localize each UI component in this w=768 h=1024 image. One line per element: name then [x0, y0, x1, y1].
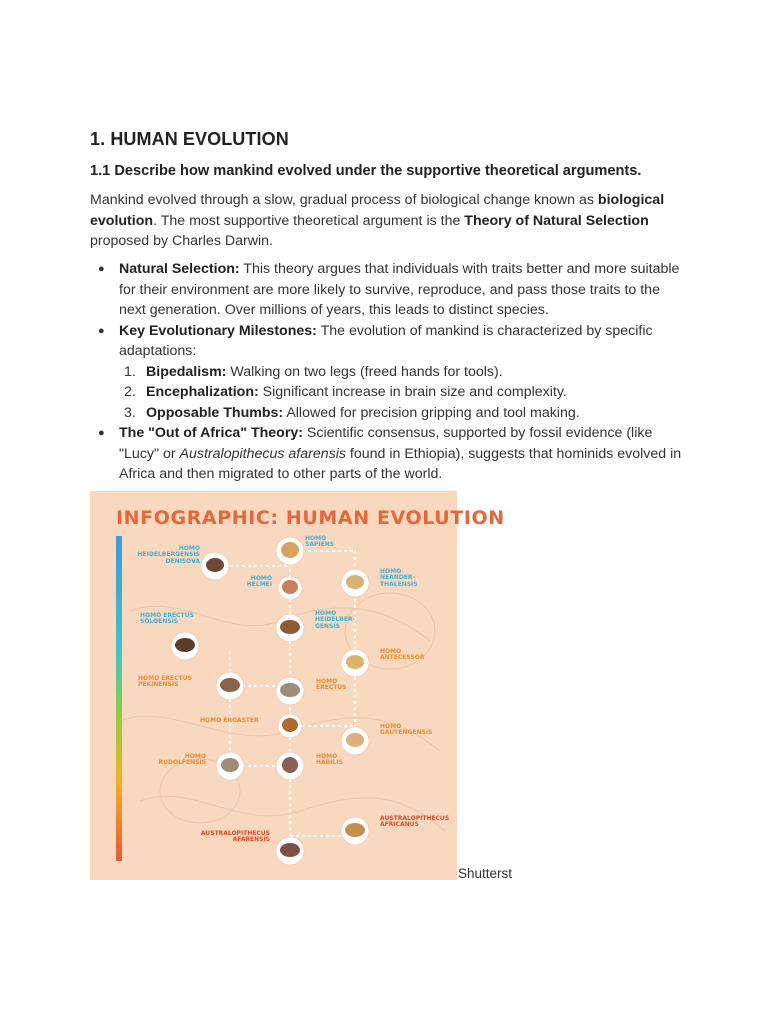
label-erectus-soloensis: HOMO ERECTUS SOLOENSIS [140, 612, 194, 626]
milestone-text: Walking on two legs (freed hands for tools). [226, 363, 503, 380]
milestone-label: Encephalization: [146, 384, 259, 400]
section-heading: 1. HUMAN EVOLUTION [90, 129, 289, 149]
bullet-natural-selection [90, 259, 690, 321]
bullet-italic: Australopithecus afarensis [179, 445, 346, 462]
bullet-text: Scientific consensus, supported by fossil evidence (like "Lucy" or [119, 425, 653, 462]
bullet-dot: ● [98, 263, 105, 275]
bullet-list [90, 259, 690, 485]
bullet-dot: ● [98, 427, 105, 439]
intro-paragraph [90, 190, 690, 252]
label-erectus: HOMO ERECTUS [316, 678, 347, 692]
label-heidelbergensis-denisova: HOMO HEIDELBERGENSIS DENISOVA [137, 545, 200, 565]
milestone-text: Allowed for precision gripping and tool making. [283, 404, 580, 421]
intro-text-1: Mankind evolved through a slow, gradual process of biological change known as [90, 192, 598, 208]
milestone-item [119, 403, 690, 424]
intro-bold-2: Theory of Natural Selection [464, 212, 649, 229]
label-habilis: HOMO HABILIS [316, 753, 343, 767]
bullet-text: The evolution of mankind is characterized by specific adaptations: [119, 322, 653, 359]
bullet-text: This theory argues that individuals with traits better and more suitable for their environment are more likely to survive, reproduce, and pass those traits to the next generation. Over millions of years, this leads to distinct species. [119, 261, 680, 318]
list-number: 3. [124, 404, 136, 421]
label-heidelbergensis: HOMO HEIDELBER- GENSIS [315, 610, 356, 630]
timeline-bar [116, 536, 122, 861]
milestone-label: Bipedalism: [146, 363, 227, 380]
label-gautengensis: HOMO GAUTENGENSIS [380, 723, 433, 737]
image-credit: Shutterst [458, 866, 513, 881]
label-afarensis: AUSTRALOPITHECUS AFARENSIS [200, 830, 270, 844]
label-africanus: AUSTRALOPITHECUS AFRICANUS [380, 815, 450, 829]
milestone-list [119, 362, 690, 424]
milestone-text: Significant increase in brain size and complexity. [258, 384, 567, 400]
bullet-dot: ● [98, 324, 105, 337]
intro-bold-1: biological evolution [90, 192, 665, 229]
bullet-milestones [90, 321, 690, 424]
bullet-out-of-africa [90, 423, 690, 485]
label-rudolfensis: HOMO RUDOLFENSIS [158, 753, 206, 767]
bullet-label: Natural Selection: [119, 261, 240, 277]
list-number: 2. [124, 384, 136, 400]
label-ergaster: HOMO ERGASTER [200, 717, 259, 724]
label-antecessor: HOMO ANTECESSOR [380, 648, 425, 662]
milestone-item [119, 362, 690, 383]
label-helmei: HOMO HELMEI [246, 575, 272, 589]
intro-text-3: proposed by Charles Darwin. [90, 233, 273, 249]
milestone-item [119, 382, 690, 403]
label-erectus-pekinensis: HOMO ERECTUS PEKINENSIS [138, 675, 192, 689]
list-number: 1. [124, 363, 136, 380]
bullet-text: found in Ethiopia), suggests that hominids evolved in Africa and then migrated to other parts of the world. [119, 445, 682, 482]
label-neanderthalensis: HOMO NEANDER- THALENSIS [380, 568, 418, 588]
infographic-title: INFOGRAPHIC: HUMAN EVOLUTION [116, 507, 505, 529]
intro-text-2: . The most supportive theoretical argument is the [153, 212, 465, 229]
label-sapiens: HOMO SAPIENS [305, 535, 335, 549]
bullet-label: The "Out of Africa" Theory: [119, 425, 303, 441]
question-heading: 1.1 Describe how mankind evolved under the supportive theoretical arguments. [90, 163, 642, 179]
bullet-label: Key Evolutionary Milestones: [119, 322, 317, 339]
milestone-label: Opposable Thumbs: [146, 404, 284, 421]
